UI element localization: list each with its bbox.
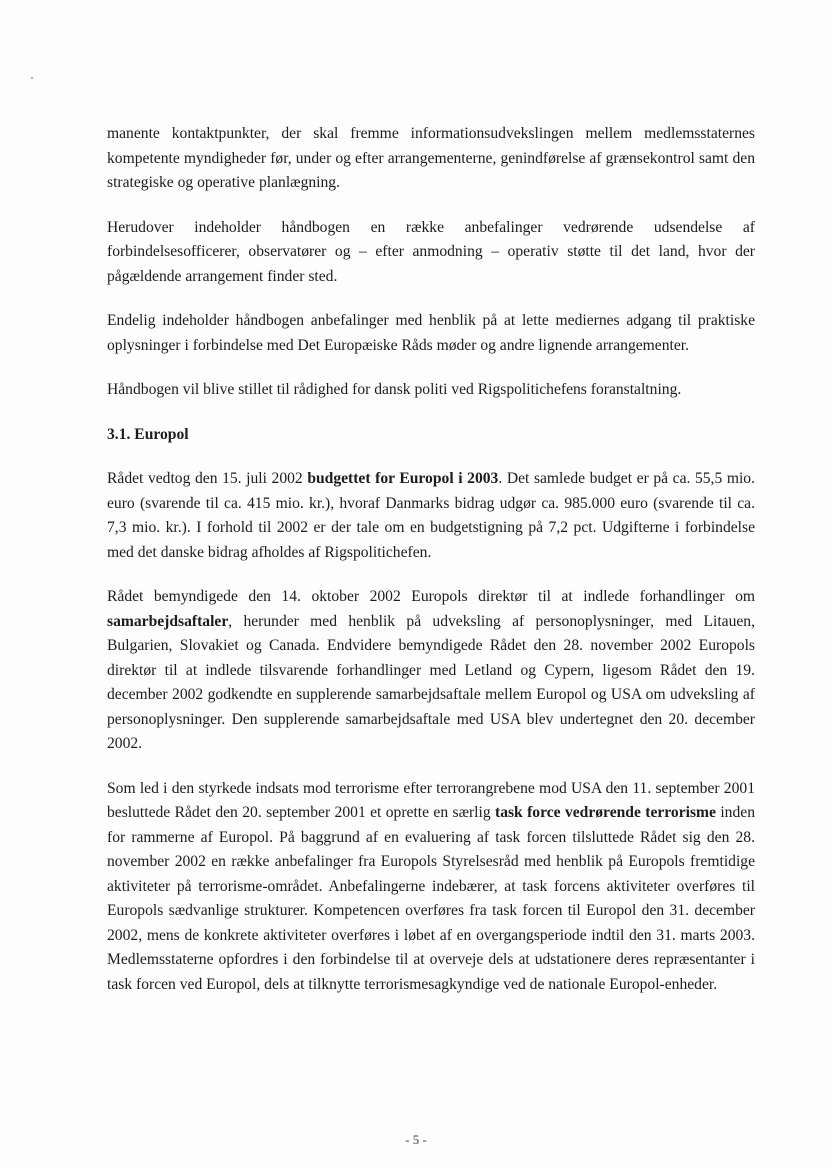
paragraph-cooperation-agreements bbox=[107, 585, 755, 757]
agreements-text-start: Rådet bemyndigede den 14. oktober 2002 Europols direktør til at indlede forhandlinger om bbox=[107, 588, 755, 605]
scan-speck bbox=[31, 77, 33, 79]
budget-text-start: Rådet vedtog den 15. juli 2002 bbox=[107, 470, 308, 487]
taskforce-bold-phrase: task force vedrørende terrorisme bbox=[495, 804, 716, 821]
document-body bbox=[107, 122, 755, 997]
paragraph-handbook-police: Håndbogen vil blive stillet til rådighed for dansk politi ved Rigspolitichefens foranstaltning. bbox=[107, 381, 682, 398]
paragraph-terrorism-task-force bbox=[107, 777, 755, 998]
taskforce-text-start: Som led i den styrkede indsats mod terrorisme efter terrorangrebene mod USA den 11. september 2001 besluttede Rådet den 20. september 2001 et oprette en særlig bbox=[107, 779, 755, 821]
section-heading-europol: 3.1. Europol bbox=[107, 425, 189, 443]
paragraph-europol-budget bbox=[107, 467, 755, 565]
budget-text-end: . Det samlede budget er på ca. 55,5 mio. euro (svarende til ca. 415 mio. kr.), hvoraf Danmarks bidrag udgør ca. 985.000 euro (svarende til ca. 7,3 mio. kr.). I forhold til 2002 er der tale om en budgetstigning på 7,2 pct. Udgifterne i forbindelse med det danske bidrag afholdes af Rigspolitichefen. bbox=[107, 470, 755, 561]
paragraph-media-access: Endelig indeholder håndbogen anbefalinger med henblik på at lette mediernes adgang til praktiske oplysninger i forbindelse med Det Europæiske Råds møder og andre lignende arrangementer. bbox=[107, 312, 755, 354]
page-number: - 5 - bbox=[405, 1132, 427, 1147]
paragraph-contact-points: manente kontaktpunkter, der skal fremme informationsudvekslingen mellem medlemsstaternes kompetente myndigheder før, under og efter arrangementerne, genindførelse af grænsekontrol samt den strategiske og operative planlægning. bbox=[107, 125, 755, 191]
budget-bold-phrase: budgettet for Europol i 2003 bbox=[307, 470, 499, 487]
agreements-bold-phrase: samarbejdsaftaler bbox=[107, 612, 229, 630]
taskforce-text-end: inden for rammerne af Europol. På baggrund af en evaluering af task forcen tilsluttede Rådet sig den 28. november 2002 en række anbefalinger fra Europols Styrelsesråd med henblik på Europols fremtidige aktiviteter på terrorisme-området. Anbefalingerne indebærer, at task forcens aktiviteter overføres til Europols sædvanlige strukturer. Kompetencen overføres fra task forcen til Europol den 31. december 2002, mens de konkrete aktiviteter overføres i løbet af en overgangsperiode indtil den 31. marts 2003. Medlemsstaterne opfordres i den forbindelse til at overveje dels at udstationere deres repræsentanter i task forcen ved Europol, dels at tilknytte terrorismesagkyndige ved de nationale Europol-enheder. bbox=[107, 804, 755, 993]
agreements-text-end: , herunder med henblik på udveksling af personoplysninger, med Litauen, Bulgarien, Slovakiet og Canada. Endvidere bemyndigede Rådet den 28. november 2002 Europols direktør til at indlede tilsvarende forhandlinger med Letland og Cypern, ligesom Rådet den 19. december 2002 godkendte en supplerende samarbejdsaftale mellem Europol og USA om udveksling af personoplysninger. Den supplerende samarbejdsaftale med USA blev undertegnet den 20. december 2002. bbox=[107, 612, 755, 752]
paragraph-liaison-officers: Herudover indeholder håndbogen en række anbefalinger vedrørende udsendelse af forbindelsesofficerer, observatører og – efter anmodning – operativ støtte til det land, hvor der pågældende arrangement finder sted. bbox=[107, 218, 755, 285]
